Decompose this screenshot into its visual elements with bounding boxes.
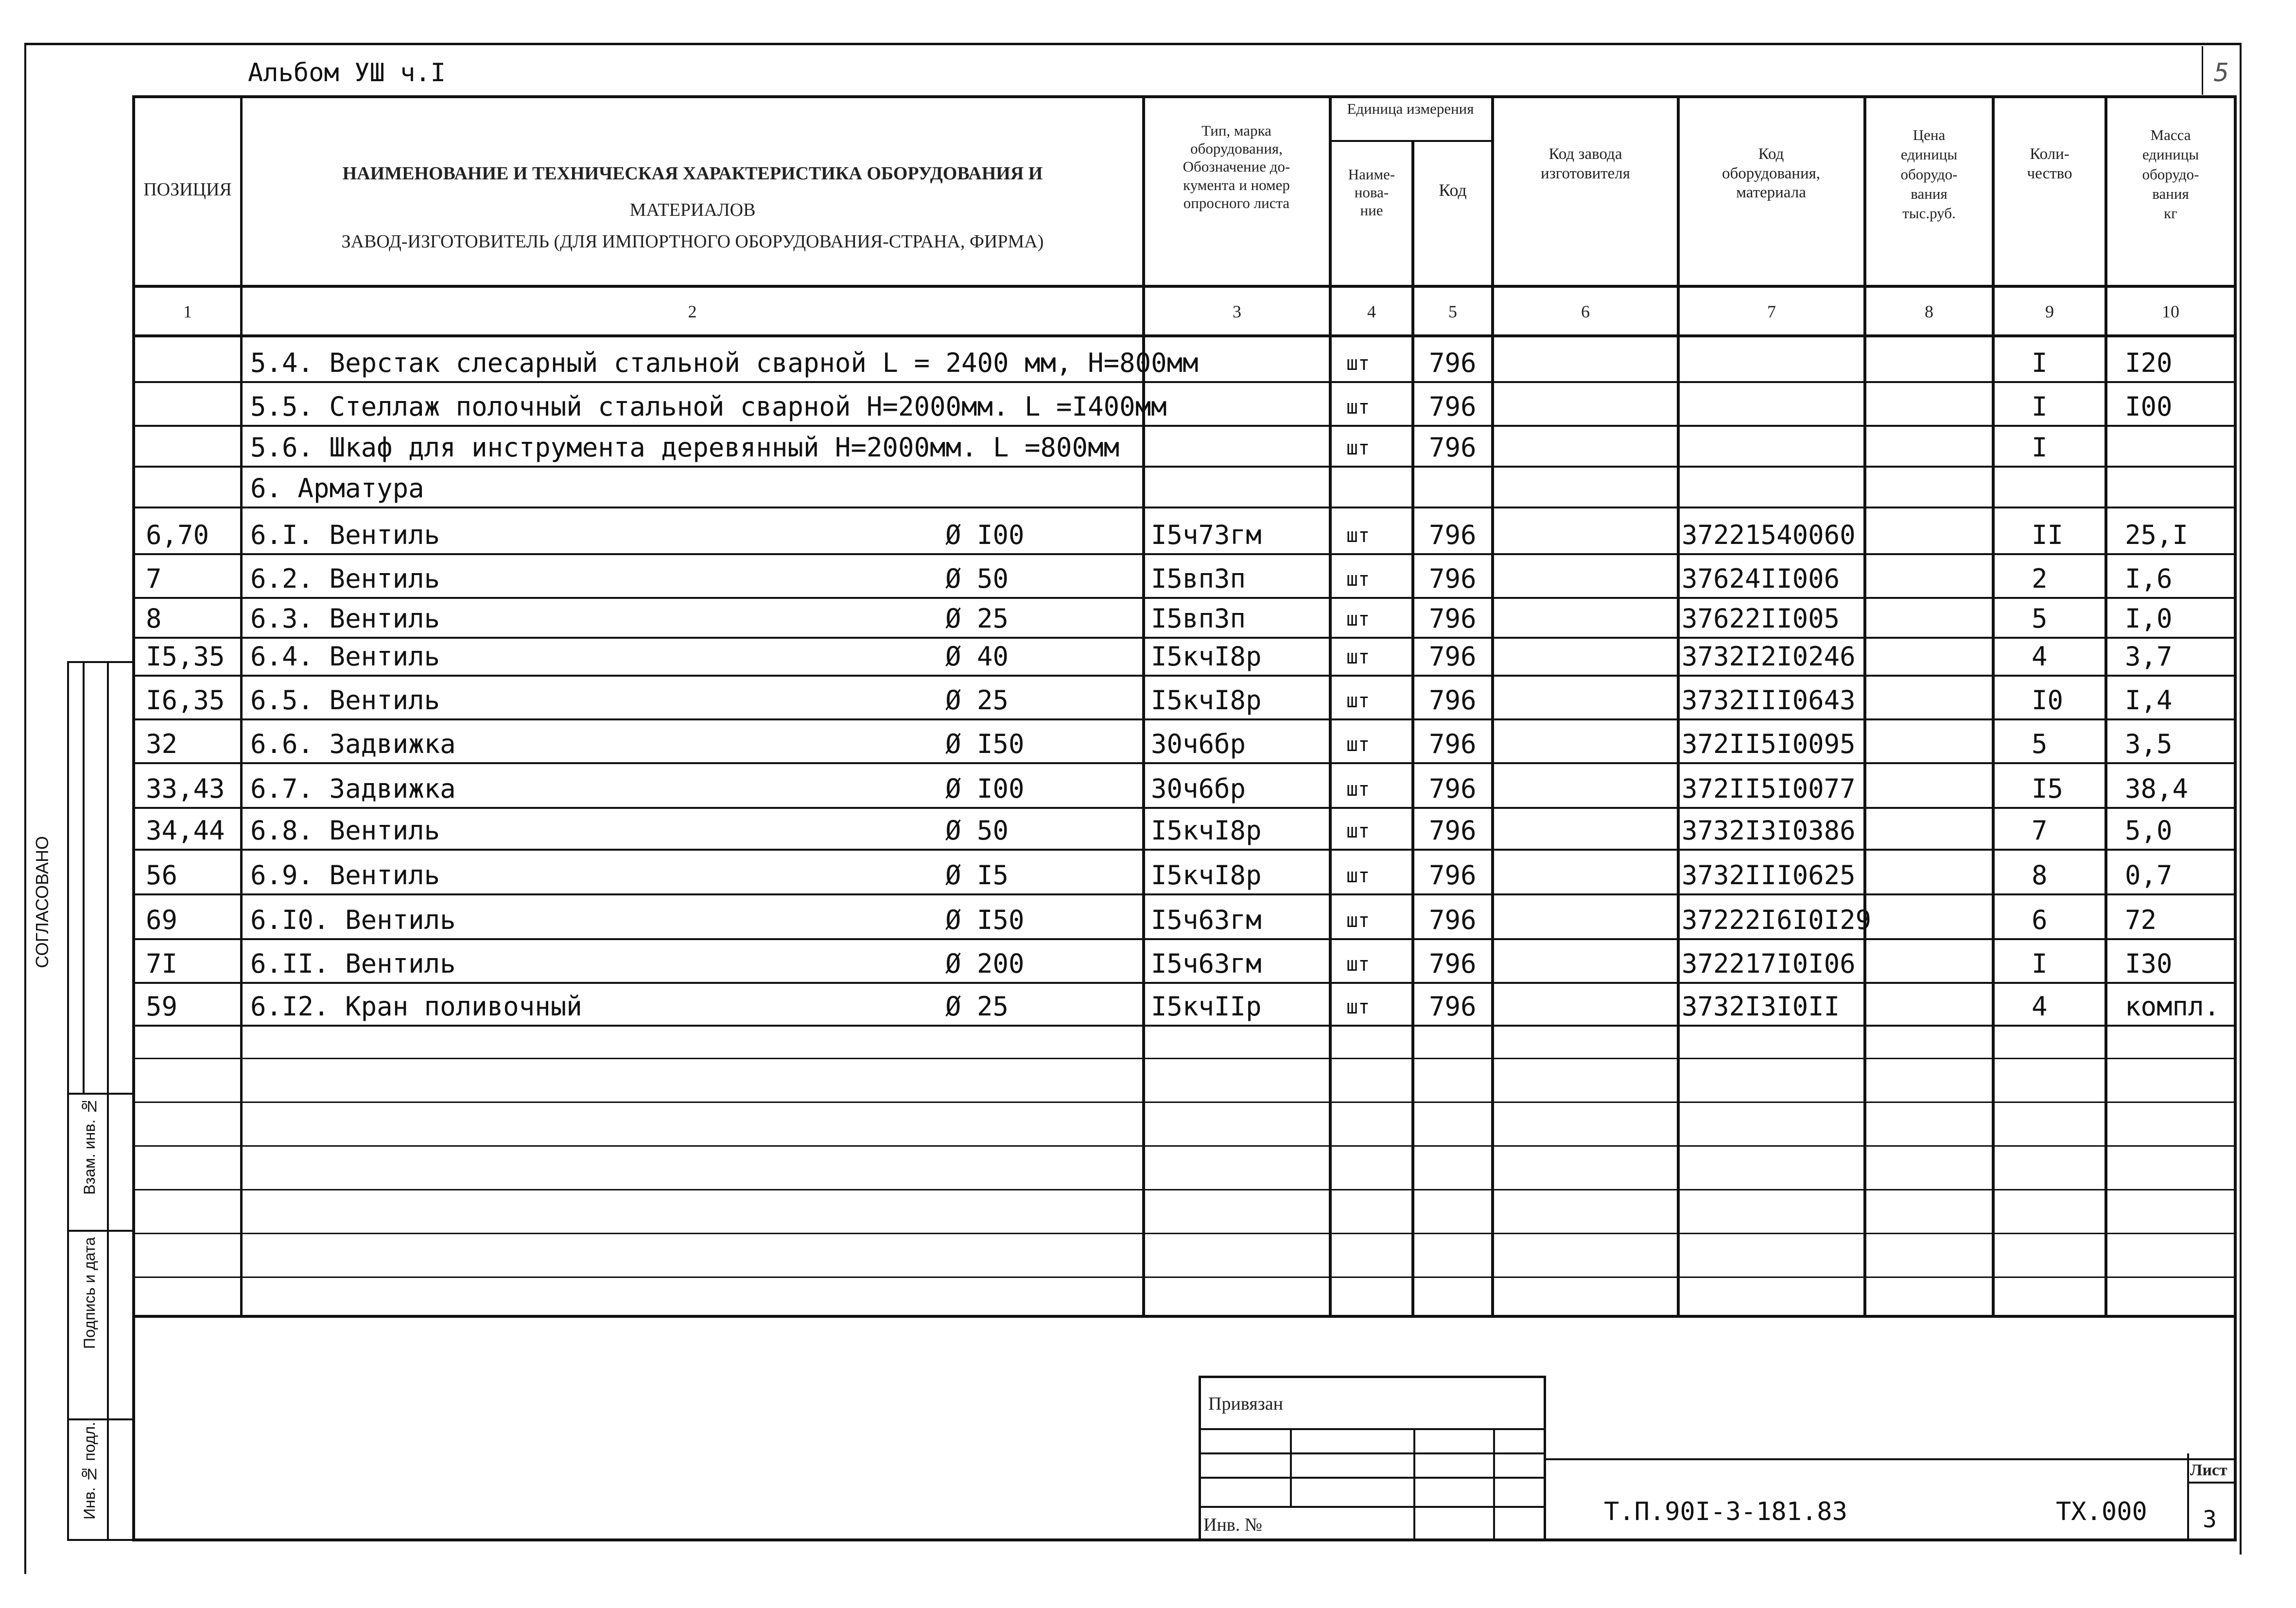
col-border-9 — [2105, 95, 2107, 1316]
header-type-line: Тип, марка — [1201, 122, 1271, 139]
row-separator — [132, 466, 2237, 468]
cell-mass: 0,7 — [2125, 860, 2173, 891]
header-mass-line: кг — [2164, 205, 2177, 222]
side-vzam-label: Взам. инв. № — [81, 1098, 98, 1195]
cell-dia: Ø I5 — [945, 860, 1009, 891]
cell-qty: I — [2032, 348, 2048, 378]
cell-code: 796 — [1429, 348, 1477, 378]
stamp-col-2 — [1413, 1428, 1415, 1541]
cell-type: I5ч63гм — [1151, 948, 1262, 979]
header-price-line: Цена — [1913, 126, 1946, 143]
cell-mass: I,0 — [2125, 603, 2173, 634]
header-mass — [2108, 125, 2233, 223]
cell-name: 5.6. Шкаф для инструмента деревянный H=2000мм. L =800мм — [250, 432, 1120, 463]
cell-qty: 5 — [2032, 729, 2048, 759]
cell-eq: 372II5I0077 — [1682, 773, 1856, 804]
cell-unit: шт — [1346, 608, 1370, 630]
page-bottom-border — [132, 1538, 2237, 1541]
stamp-left — [1199, 1376, 1201, 1541]
cell-mass: 25,I — [2125, 520, 2189, 550]
cell-qty: I — [2032, 432, 2048, 463]
col-border-3 — [1329, 95, 1332, 1316]
empty-row-separator — [132, 1233, 2237, 1234]
colnum-3: 3 — [1233, 302, 1241, 321]
cell-name: 6.6. Задвижка — [250, 729, 456, 759]
cell-mass: I,4 — [2125, 685, 2173, 716]
cell-code: 796 — [1429, 563, 1477, 594]
cell-code: 796 — [1429, 948, 1477, 979]
cell-qty: I — [2032, 948, 2048, 979]
empty-row-separator — [132, 1276, 2237, 1278]
cell-name: 6.8. Вентиль — [250, 815, 440, 846]
col-border-6 — [1677, 95, 1680, 1316]
side-top — [67, 661, 134, 663]
col-border-2 — [1142, 95, 1145, 1316]
cell-dia: Ø 200 — [945, 948, 1025, 979]
cell-pos: 7 — [146, 563, 162, 594]
header-unit-name-line: ние — [1360, 202, 1383, 219]
cell-unit: шт — [1346, 909, 1370, 932]
header-mass-line: оборудо- — [2142, 165, 2199, 183]
stamp-privyazan: Привязан — [1208, 1394, 1283, 1414]
cell-pos: 34,44 — [146, 815, 225, 846]
table-top-border — [132, 95, 2237, 98]
cell-unit: шт — [1346, 646, 1370, 668]
cell-type: I5кчI8р — [1151, 815, 1262, 846]
frame-right — [2240, 43, 2242, 1555]
cell-type: I5ч63гм — [1151, 905, 1262, 935]
table-bottom-border — [132, 1315, 2237, 1318]
row-separator — [132, 507, 2237, 508]
side-div-1 — [67, 1093, 134, 1095]
cell-mass: I30 — [2125, 948, 2173, 979]
cell-name: 5.4. Верстак слесарный стальной сварной L = 2400 мм, H=800мм — [250, 348, 1199, 378]
cell-type: I5вп3п — [1151, 603, 1246, 634]
cell-unit: шт — [1346, 996, 1370, 1018]
colnum-10: 10 — [2162, 302, 2179, 321]
header-bottom-border — [132, 285, 2237, 288]
header-mass-line: вания — [2152, 185, 2189, 202]
doc-mark: ТХ.000 — [2056, 1497, 2147, 1526]
cell-pos: I5,35 — [146, 641, 225, 672]
row-separator — [132, 718, 2237, 720]
cell-code: 796 — [1429, 815, 1477, 846]
header-name-line3: ЗАВОД-ИЗГОТОВИТЕЛЬ (ДЛЯ ИМПОРТНОГО ОБОРУДОВАНИЯ-СТРАНА, ФИРМА) — [341, 231, 1044, 252]
cell-name: 6.9. Вентиль — [250, 860, 440, 891]
row-separator — [132, 381, 2237, 383]
header-name-line1: НАИМЕНОВАНИЕ И ТЕХНИЧЕСКАЯ ХАРАКТЕРИСТИКА ОБОРУДОВАНИЯ И — [342, 163, 1043, 184]
titleblock-sheet-left — [2187, 1453, 2189, 1541]
col-border-7 — [1863, 95, 1866, 1316]
sheet-number: 3 — [2203, 1506, 2217, 1533]
cell-code: 796 — [1429, 432, 1477, 463]
cell-type: 30ч6бр — [1151, 773, 1246, 804]
cell-code: 796 — [1429, 860, 1477, 891]
cell-pos: 32 — [146, 729, 178, 759]
header-quantity — [1996, 145, 2104, 183]
corner-divider — [2202, 46, 2203, 95]
side-col-c — [107, 661, 109, 1541]
cell-unit: шт — [1346, 953, 1370, 976]
header-equipment-code-line: Код — [1758, 145, 1784, 163]
row-separator — [132, 425, 2237, 427]
cell-qty: 5 — [2032, 603, 2048, 634]
cell-name: 6.5. Вентиль — [250, 685, 440, 716]
header-type-line: опросного листа — [1183, 194, 1290, 211]
titleblock-top — [1546, 1458, 2236, 1460]
empty-row-separator — [132, 1058, 2237, 1059]
header-price-line: вания — [1911, 185, 1948, 202]
row-separator — [132, 893, 2237, 895]
cell-code: 796 — [1429, 391, 1477, 422]
header-price — [1867, 125, 1991, 223]
header-equipment-code-line: оборудования, — [1722, 164, 1821, 182]
cell-mass: 5,0 — [2125, 815, 2173, 846]
cell-mass: компл. — [2125, 991, 2220, 1022]
cell-unit: шт — [1346, 352, 1370, 375]
side-inv-label: Инв. № подл. — [81, 1422, 98, 1520]
cell-qty: 2 — [2032, 563, 2048, 594]
colnum-9: 9 — [2045, 302, 2054, 321]
cell-code: 796 — [1429, 729, 1477, 759]
cell-unit: шт — [1346, 568, 1370, 591]
cell-unit: шт — [1346, 690, 1370, 712]
cell-pos: I6,35 — [146, 685, 225, 716]
cell-qty: I — [2032, 391, 2048, 422]
cell-eq: 37222I6I0I29 — [1682, 905, 1872, 935]
cell-mass: 72 — [2125, 905, 2157, 935]
cell-dia: Ø I00 — [945, 773, 1025, 804]
cell-code: 796 — [1429, 685, 1477, 716]
cell-eq: 372II5I0095 — [1682, 729, 1856, 759]
cell-name: 6.3. Вентиль — [250, 603, 440, 634]
cell-eq: 3732III0625 — [1682, 860, 1856, 891]
cell-name: 5.5. Стеллаж полочный стальной сварной H=2000мм. L =I400мм — [250, 391, 1167, 422]
cell-qty: 7 — [2032, 815, 2048, 846]
stamp-col-1 — [1290, 1428, 1292, 1506]
cell-type: I5кчI8р — [1151, 641, 1262, 672]
col-border-1 — [240, 95, 243, 1316]
stamp-top — [1199, 1376, 1545, 1378]
col-border-10 — [2234, 95, 2237, 1539]
colnum-8: 8 — [1925, 302, 1933, 321]
row-separator — [132, 1025, 2237, 1027]
header-quantity-line: чество — [2027, 164, 2072, 182]
cell-type: I5кчIIр — [1151, 991, 1262, 1022]
cell-qty: 6 — [2032, 905, 2048, 935]
album-title: Альбом УШ ч.I — [248, 58, 446, 87]
cell-qty: 4 — [2032, 641, 2048, 672]
cell-pos: 56 — [146, 860, 178, 891]
empty-row-separator — [132, 1189, 2237, 1190]
row-separator — [132, 762, 2237, 764]
cell-pos: 6,70 — [146, 520, 209, 550]
header-type-line: оборудования, — [1190, 140, 1283, 157]
header-factory-code-line: Код завода — [1548, 145, 1622, 163]
cell-mass: 3,5 — [2125, 729, 2173, 759]
row-separator — [132, 675, 2237, 677]
row-separator — [132, 637, 2237, 639]
cell-code: 796 — [1429, 603, 1477, 634]
cell-pos: 59 — [146, 991, 178, 1022]
cell-code: 796 — [1429, 520, 1477, 550]
side-col-b — [83, 661, 85, 1094]
colnum-6: 6 — [1581, 302, 1590, 321]
header-mass-line: единицы — [2142, 146, 2199, 163]
header-type-line: Обозначение до- — [1183, 158, 1290, 175]
cell-qty: 8 — [2032, 860, 2048, 891]
cell-unit: шт — [1346, 778, 1370, 801]
frame-top — [24, 43, 2241, 45]
cell-dia: Ø I00 — [945, 520, 1025, 550]
cell-eq: 372217I0I06 — [1682, 948, 1856, 979]
cell-code: 796 — [1429, 991, 1477, 1022]
cell-name: 6.I. Вентиль — [250, 520, 440, 550]
row-separator — [132, 553, 2237, 555]
cell-mass: 38,4 — [2125, 773, 2189, 804]
header-factory-code-line: изготовителя — [1541, 164, 1630, 182]
stamp-inv-no: Инв. № — [1203, 1515, 1262, 1535]
header-equipment-code-line: материала — [1736, 184, 1806, 202]
cell-type: 30ч6бр — [1151, 729, 1246, 759]
cell-name: 6.I2. Кран поливочный — [250, 991, 582, 1022]
sheet-label: Лист — [2190, 1461, 2227, 1479]
cell-dia: Ø 25 — [945, 991, 1009, 1022]
cell-code: 796 — [1429, 905, 1477, 935]
header-equipment-code — [1681, 145, 1861, 203]
cell-name: 6.7. Задвижка — [250, 773, 456, 804]
page-corner-number: 5 — [2214, 58, 2229, 87]
header-type-line: кумента и номер — [1183, 176, 1290, 193]
cell-eq: 3732I2I0246 — [1682, 641, 1856, 672]
cell-qty: I5 — [2032, 773, 2064, 804]
cell-eq: 3732I3I0386 — [1682, 815, 1856, 846]
side-bottom — [67, 1539, 134, 1541]
header-unit-group: Единица измерения — [1347, 100, 1474, 117]
header-unit-name-line: Наиме- — [1348, 166, 1395, 183]
header-unit-name — [1333, 165, 1410, 220]
cell-dia: Ø 25 — [945, 603, 1009, 634]
header-factory-code — [1495, 145, 1676, 183]
cell-eq: 37221540060 — [1682, 520, 1856, 550]
cell-name: 6.4. Вентиль — [250, 641, 440, 672]
cell-name: 6.2. Вентиль — [250, 563, 440, 594]
row-separator — [132, 597, 2237, 599]
header-quantity-line: Коли- — [2030, 145, 2070, 163]
stamp-col-3 — [1493, 1428, 1495, 1541]
cell-type: I5вп3п — [1151, 563, 1246, 594]
titleblock-sheet-div — [2187, 1482, 2236, 1484]
header-price-line: оборудо- — [1900, 165, 1958, 183]
side-div-2 — [67, 1230, 134, 1232]
cell-name: 6.I0. Вентиль — [250, 905, 456, 935]
cell-type: I5ч73гм — [1151, 520, 1262, 550]
colnum-2: 2 — [688, 302, 697, 321]
cell-eq: 3732I3I0II — [1682, 991, 1840, 1022]
cell-pos: 69 — [146, 905, 178, 935]
cell-unit: шт — [1346, 734, 1370, 756]
cell-eq: 37624II006 — [1682, 563, 1840, 594]
row-separator — [132, 938, 2237, 940]
cell-dia: Ø 25 — [945, 685, 1009, 716]
cell-dia: Ø 50 — [945, 563, 1009, 594]
cell-dia: Ø 40 — [945, 641, 1009, 672]
side-col-a — [67, 661, 69, 1541]
cell-pos: 33,43 — [146, 773, 225, 804]
header-type — [1146, 122, 1327, 212]
frame-left — [24, 43, 26, 1574]
cell-mass: 3,7 — [2125, 641, 2173, 672]
side-podpis-label: Подпись и дата — [81, 1237, 98, 1349]
cell-unit: шт — [1346, 820, 1370, 842]
cell-mass: I00 — [2125, 391, 2173, 422]
row-separator — [132, 807, 2237, 809]
doc-code: Т.П.90I-3-181.83 — [1604, 1497, 1847, 1526]
colnum-bottom-border — [132, 334, 2237, 337]
cell-pos: 7I — [146, 948, 178, 979]
cell-mass: I20 — [2125, 348, 2173, 378]
cell-qty: II — [2032, 520, 2064, 550]
cell-eq: 3732III0643 — [1682, 685, 1856, 716]
cell-code: 796 — [1429, 641, 1477, 672]
header-name-line2: МАТЕРИАЛОВ — [629, 200, 756, 220]
row-separator — [132, 982, 2237, 984]
header-position: ПОЗИЦИЯ — [143, 179, 232, 200]
cell-dia: Ø I50 — [945, 729, 1025, 759]
cell-code: 796 — [1429, 773, 1477, 804]
cell-name: 6. Арматура — [250, 473, 424, 504]
colnum-5: 5 — [1448, 302, 1457, 321]
colnum-4: 4 — [1367, 302, 1376, 321]
col-border-8 — [1992, 95, 1995, 1316]
header-price-line: тыс.руб. — [1902, 205, 1956, 222]
cell-mass: I,6 — [2125, 563, 2173, 594]
header-mass-line: Масса — [2150, 126, 2191, 143]
cell-unit: шт — [1346, 524, 1370, 547]
cell-unit: шт — [1346, 396, 1370, 419]
cell-pos: 8 — [146, 603, 162, 634]
header-unit-code: Код — [1439, 180, 1467, 200]
side-agreed-label: СОГЛАСОВАНО — [32, 836, 52, 968]
header-price-line: единицы — [1900, 146, 1958, 163]
col-border-5 — [1491, 95, 1494, 1316]
cell-dia: Ø I50 — [945, 905, 1025, 935]
colnum-7: 7 — [1767, 302, 1776, 321]
empty-row-separator — [132, 1145, 2237, 1147]
cell-dia: Ø 50 — [945, 815, 1009, 846]
cell-qty: I0 — [2032, 685, 2064, 716]
cell-unit: шт — [1346, 865, 1370, 887]
cell-name: 6.II. Вентиль — [250, 948, 456, 979]
cell-type: I5кчI8р — [1151, 860, 1262, 891]
empty-row-separator — [132, 1101, 2237, 1103]
cell-qty: 4 — [2032, 991, 2048, 1022]
cell-type: I5кчI8р — [1151, 685, 1262, 716]
unit-group-divider — [1329, 140, 1493, 142]
colnum-1: 1 — [183, 302, 192, 321]
cell-eq: 37622II005 — [1682, 603, 1840, 634]
header-unit-name-line: нова- — [1354, 184, 1389, 201]
side-div-3 — [67, 1418, 134, 1420]
row-separator — [132, 849, 2237, 851]
cell-unit: шт — [1346, 437, 1370, 459]
